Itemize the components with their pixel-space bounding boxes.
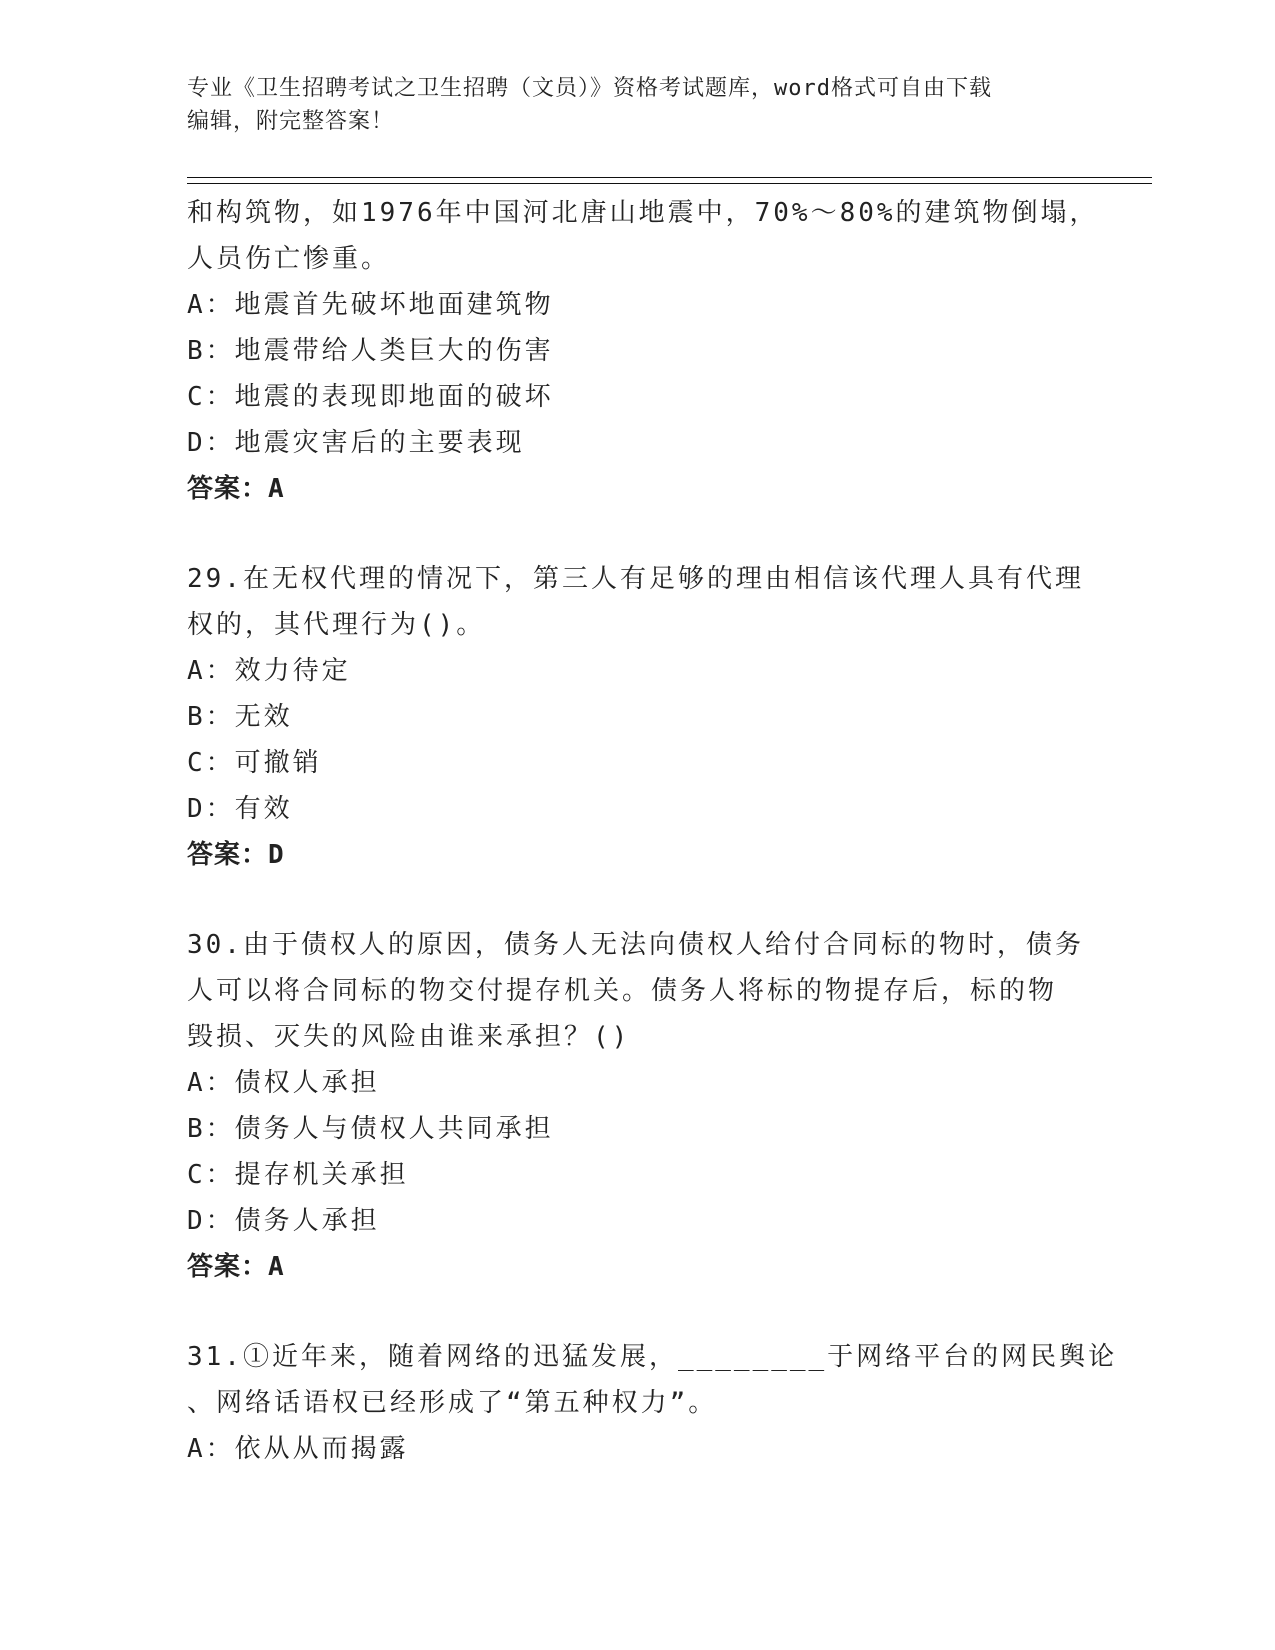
option-a: A：效力待定 <box>187 656 351 686</box>
question-29 <box>187 556 1087 878</box>
header-divider-top <box>187 177 1152 178</box>
option-d: D：有效 <box>187 794 293 824</box>
question-30 <box>187 922 1087 1290</box>
document-body <box>187 190 1118 1472</box>
spacer <box>187 878 1087 922</box>
option-c: C：可撤销 <box>187 748 322 778</box>
document-header <box>187 72 1067 138</box>
answer-line: 答案：D <box>187 840 285 870</box>
header-divider-bottom <box>187 183 1152 184</box>
spacer <box>187 512 1087 556</box>
question-text-line: 人可以将合同标的物交付提存机关。债务人将标的物提存后，标的物 <box>187 976 1058 1006</box>
option-b: B：无效 <box>187 702 293 732</box>
question-text-line: 人员伤亡惨重。 <box>187 244 391 274</box>
question-31 <box>187 1334 1118 1472</box>
option-d: D：地震灾害后的主要表现 <box>187 428 525 458</box>
header-line-2: 编辑，附完整答案！ <box>187 109 395 134</box>
option-b: B：债务人与债权人共同承担 <box>187 1114 554 1144</box>
answer-line: 答案：A <box>187 474 285 504</box>
question-text-line: 29.在无权代理的情况下，第三人有足够的理由相信该代理人具有代理 <box>187 564 1084 594</box>
question-text-line: 毁损、灭失的风险由谁来承担？() <box>187 1022 631 1052</box>
header-line-1: 专业《卫生招聘考试之卫生招聘（文员）》资格考试题库，word格式可自由下载 <box>187 76 992 101</box>
question-text-line: 和构筑物，如1976年中国河北唐山地震中，70%～80%的建筑物倒塌， <box>187 198 1099 228</box>
question-28 <box>187 190 1099 512</box>
option-a: A：地震首先破坏地面建筑物 <box>187 290 554 320</box>
question-text-line: 31.①近年来，随着网络的迅猛发展，________于网络平台的网民舆论 <box>187 1342 1118 1372</box>
spacer <box>187 1290 1087 1334</box>
option-a: A：依从从而揭露 <box>187 1434 409 1464</box>
question-text-line: 30.由于债权人的原因，债务人无法向债权人给付合同标的物时，债务 <box>187 930 1084 960</box>
question-text-line: 权的，其代理行为()。 <box>187 610 486 640</box>
option-d: D：债务人承担 <box>187 1206 380 1236</box>
option-c: C：地震的表现即地面的破坏 <box>187 382 554 412</box>
answer-line: 答案：A <box>187 1252 285 1282</box>
option-b: B：地震带给人类巨大的伤害 <box>187 336 554 366</box>
option-a: A：债权人承担 <box>187 1068 380 1098</box>
option-c: C：提存机关承担 <box>187 1160 409 1190</box>
question-text-line: 、网络话语权已经形成了“第五种权力”。 <box>187 1388 718 1418</box>
